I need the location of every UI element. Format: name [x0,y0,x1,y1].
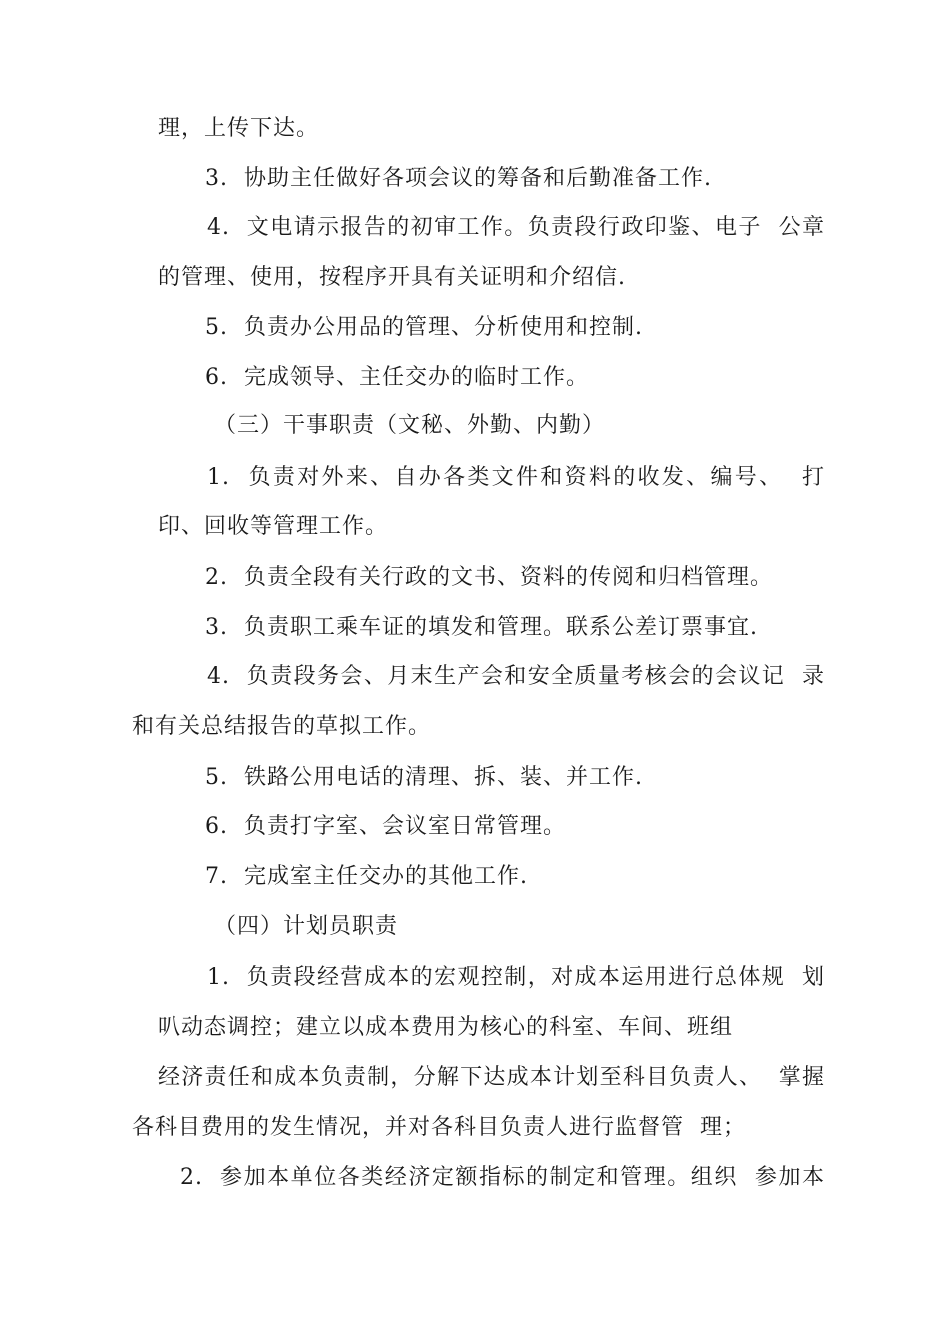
section-heading-4: （四）计划员职责 [214,914,399,939]
text-line-18: 1. 负责段经营成本的宏观控制，对成本运用进行总体规 划 [207,965,825,990]
text-line-16: 7. 完成室主任交办的其他工作. [205,864,528,889]
text-line-22: 2. 参加本单位各类经济定额指标的制定和管理。组织 参加本 [180,1165,825,1190]
text-line-8: 1. 负责对外来、自办各类文件和资料的收发、编号、 打 [207,465,825,490]
text-line-19: 叭动态调控；建立以成本费用为核心的科室、车间、班组 [158,1015,734,1040]
text-line-14: 5. 铁路公用电话的清理、拆、装、并工作. [205,765,643,790]
text-line-10: 2. 负责全段有关行政的文书、资料的传阅和归档管理。 [205,565,773,590]
text-line-13: 和有关总结报告的草拟工作。 [132,714,432,739]
text-line-20: 经济责任和成本负责制，分解下达成本计划至科目负责人、 掌握 [158,1065,825,1090]
text-line-5: 5. 负责办公用品的管理、分析使用和控制. [205,315,643,340]
text-line-6: 6. 完成领导、主任交办的临时工作。 [205,365,589,390]
text-line-15: 6. 负责打字室、会议室日常管理。 [205,814,566,839]
text-line-1: 理，上传下达。 [158,116,320,141]
text-line-3: 4. 文电请示报告的初审工作。负责段行政印鉴、电子 公章 [207,215,825,240]
section-heading-3: （三）干事职责（文秘、外勤、内勤） [214,413,606,438]
text-line-2: 3. 协助主任做好各项会议的筹备和后勤准备工作. [205,166,712,191]
text-line-9: 印、回收等管理工作。 [158,514,389,539]
text-line-12: 4. 负责段务会、月末生产会和安全质量考核会的会议记 录 [207,664,825,689]
text-line-11: 3. 负责职工乘车证的填发和管理。联系公差订票事宜. [205,615,758,640]
text-line-21: 各科目费用的发生情况，并对各科目负责人进行监督管 理； [132,1115,746,1140]
text-line-4: 的管理、使用，按程序开具有关证明和介绍信. [158,265,626,290]
